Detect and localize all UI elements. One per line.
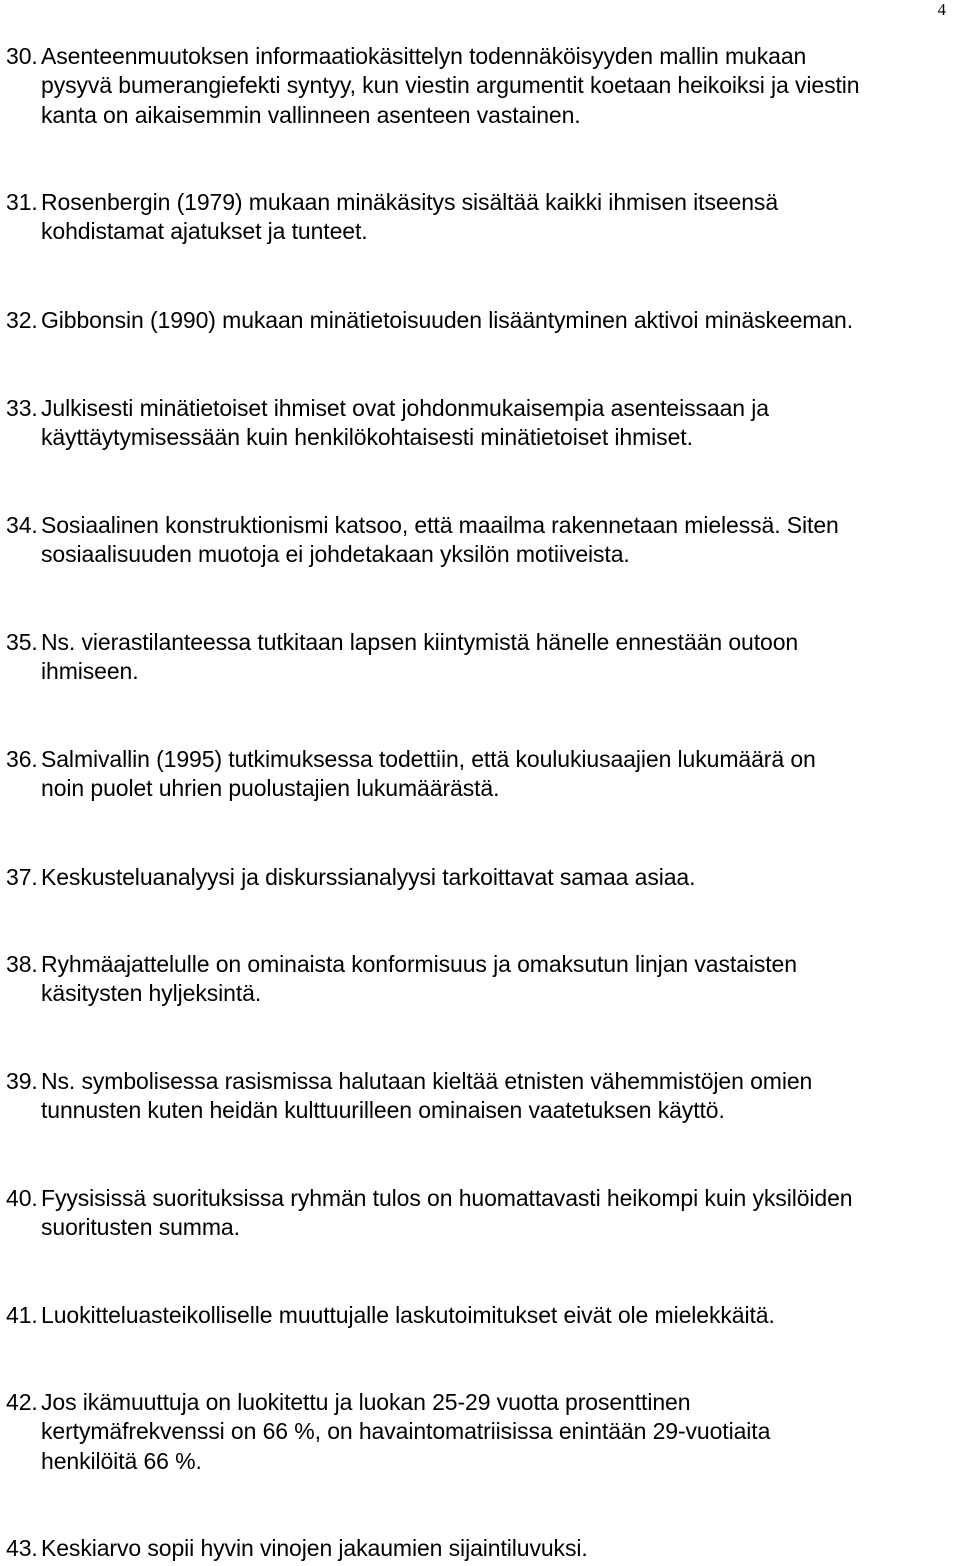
- statement-line: Luokitteluasteikolliselle muuttujalle laskutoimitukset eivät ole mielekkäitä.: [41, 1302, 775, 1328]
- statement-line: Jos ikämuuttuja on luokitettu ja luokan 25-29 vuotta prosenttinen: [41, 1389, 691, 1415]
- statement-line: henkilöitä 66 %.: [41, 1447, 202, 1474]
- statement-number: 34.: [6, 512, 38, 538]
- statement-line: sosiaalisuuden muotoja ei johdetakaan yksilön motiiveista.: [41, 541, 630, 568]
- statement-number: 30.: [6, 43, 38, 69]
- statement-line: noin puolet uhrien puolustajien lukumäärästä.: [41, 775, 500, 802]
- statement-43: [0, 1534, 930, 1563]
- statement-36: [0, 745, 930, 804]
- statement-text: [41, 1388, 930, 1476]
- statement-number: 31.: [6, 189, 38, 215]
- statement-number: 43.: [6, 1535, 38, 1561]
- statement-number: 38.: [6, 951, 38, 977]
- statement-number: 33.: [6, 395, 38, 421]
- statement-line: kanta on aikaisemmin vallinneen asenteen vastainen.: [41, 101, 581, 128]
- statement-line: Rosenbergin (1979) mukaan minäkäsitys sisältää kaikki ihmisen itseensä: [41, 189, 779, 215]
- statement-line: Keskusteluanalyysi ja diskurssianalyysi tarkoittavat samaa asiaa.: [41, 864, 696, 890]
- statement-text: [41, 1534, 930, 1563]
- statement-number: 35.: [6, 629, 38, 655]
- statement-line: kertymäfrekvenssi on 66 %, on havaintomatriisissa enintään 29-vuotiaita: [41, 1418, 771, 1445]
- statement-text: [41, 511, 930, 570]
- statement-number: 36.: [6, 746, 38, 772]
- statement-33: [0, 394, 930, 453]
- statement-text: [41, 1184, 930, 1243]
- statement-number: 32.: [6, 307, 38, 333]
- page-number: 4: [937, 0, 946, 19]
- statement-line: Ryhmäajattelulle on ominaista konformisuus ja omaksutun linjan vastaisten: [41, 951, 797, 977]
- statement-text: [41, 745, 930, 804]
- statement-35: [0, 628, 930, 687]
- statement-line: Salmivallin (1995) tutkimuksessa todettiin, että koulukiusaajien lukumäärä on: [41, 746, 816, 772]
- statement-line: käyttäytymisessään kuin henkilökohtaisesti minätietoiset ihmiset.: [41, 424, 693, 451]
- statement-42: [0, 1388, 930, 1476]
- statement-line: suoritusten summa.: [41, 1214, 240, 1241]
- statement-text: [41, 306, 930, 335]
- statement-40: [0, 1184, 930, 1243]
- statement-31: [0, 188, 930, 247]
- statement-text: [41, 42, 930, 130]
- statement-text: [41, 188, 930, 247]
- statement-line: Gibbonsin (1990) mukaan minätietoisuuden lisääntyminen aktivoi minäskeeman.: [41, 307, 853, 333]
- statement-line: Ns. vierastilanteessa tutkitaan lapsen kiintymistä hänelle ennestään outoon: [41, 629, 799, 655]
- statement-text: [41, 1067, 930, 1126]
- statement-line: Sosiaalinen konstruktionismi katsoo, että maailma rakennetaan mielessä. Siten: [41, 512, 839, 538]
- statement-37: [0, 863, 930, 892]
- statement-number: 40.: [6, 1185, 38, 1211]
- statement-32: [0, 306, 930, 335]
- statement-line: tunnusten kuten heidän kulttuurilleen ominaisen vaatetuksen käyttö.: [41, 1097, 725, 1124]
- statement-line: Ns. symbolisessa rasismissa halutaan kieltää etnisten vähemmistöjen omien: [41, 1068, 813, 1094]
- statement-number: 39.: [6, 1068, 38, 1094]
- statement-text: [41, 628, 930, 687]
- statement-text: [41, 863, 930, 892]
- statement-39: [0, 1067, 930, 1126]
- statement-text: [41, 1301, 930, 1330]
- statement-34: [0, 511, 930, 570]
- statement-line: käsitysten hyljeksintä.: [41, 980, 262, 1007]
- statement-line: Fyysisissä suorituksissa ryhmän tulos on huomattavasti heikompi kuin yksilöiden: [41, 1185, 853, 1211]
- statement-number: 42.: [6, 1389, 38, 1415]
- statement-line: Keskiarvo sopii hyvin vinojen jakaumien sijaintiluvuksi.: [41, 1535, 588, 1561]
- statement-text: [41, 950, 930, 1009]
- statement-30: [0, 42, 930, 130]
- statement-line: kohdistamat ajatukset ja tunteet.: [41, 218, 368, 245]
- statement-line: pysyvä bumerangiefekti syntyy, kun viestin argumentit koetaan heikoiksi ja viestin: [41, 72, 860, 99]
- statement-line: ihmiseen.: [41, 658, 139, 685]
- statement-number: 37.: [6, 864, 38, 890]
- statement-line: Julkisesti minätietoiset ihmiset ovat johdonmukaisempia asenteissaan ja: [41, 395, 769, 421]
- statement-number: 41.: [6, 1302, 38, 1328]
- statement-text: [41, 394, 930, 453]
- statement-38: [0, 950, 930, 1009]
- statement-line: Asenteenmuutoksen informaatiokäsittelyn todennäköisyyden mallin mukaan: [41, 43, 807, 69]
- statement-41: [0, 1301, 930, 1330]
